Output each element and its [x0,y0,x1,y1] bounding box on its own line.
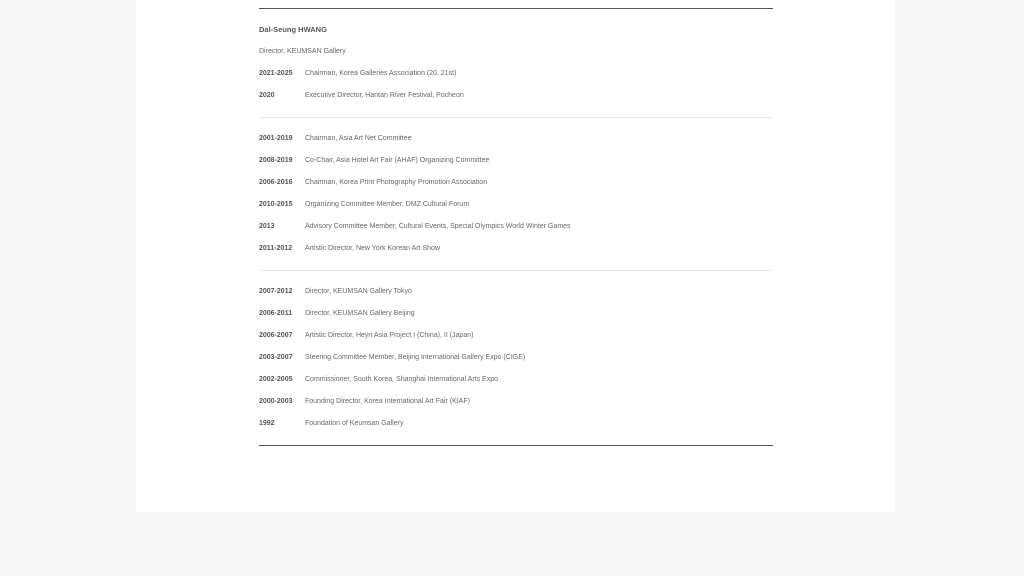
career-year: 2008-2019 [259,157,293,164]
career-row [259,216,773,238]
career-row [259,303,773,325]
career-year: 2003-2007 [259,354,293,361]
career-row [259,413,773,435]
career-year: 1992 [259,420,275,427]
career-year: 2001-2019 [259,135,293,142]
content-panel [136,0,895,512]
career-year: 2013 [259,223,275,230]
career-year: 2010-2015 [259,201,293,208]
career-row [259,325,773,347]
profile-name: Dal-Seung HWANG [259,25,327,34]
career-desc: Chairman, Korea Galleries Association (20, 21st) [305,70,457,77]
career-row [259,369,773,391]
career-year: 2011-2012 [259,245,293,252]
top-divider [259,8,773,9]
career-year: 2000-2003 [259,398,293,405]
career-row [259,194,773,216]
career-row [259,63,773,85]
career-desc: Advisory Committee Member, Cultural Events, Special Olympics World Winter Games [305,223,571,230]
career-desc: Co-Chair, Asia Hotel Art Fair (AHAF) Organizing Committee [305,157,490,164]
career-year: 2021-2025 [259,70,293,77]
career-desc: Artistic Director, New York Korean Art Show [305,245,440,252]
career-desc: Commissioner, South Korea, Shanghai International Arts Expo [305,376,498,383]
career-row [259,85,773,107]
career-desc: Founding Director, Korea International Art Fair (KIAF) [305,398,470,405]
career-row [259,150,773,172]
career-row [259,172,773,194]
career-desc: Director, KEUMSAN Gallery Beijing [305,310,415,317]
bottom-divider [259,445,773,446]
career-desc: Organizing Committee Member, DMZ Cultural Forum [305,201,470,208]
career-year: 2006-2016 [259,179,293,186]
career-row [259,238,773,260]
career-row [259,347,773,369]
career-section [259,8,773,446]
career-row [259,391,773,413]
career-desc: Executive Director, Hantan River Festival, Pocheon [305,92,464,99]
career-year: 2002-2005 [259,376,293,383]
career-group-2 [259,128,773,260]
career-year: 2006-2007 [259,332,293,339]
profile-title: Director, KEUMSAN Gallery [259,48,346,55]
career-year: 2006-2011 [259,310,293,317]
career-row [259,128,773,150]
career-desc: Foundation of Keumsan Gallery [305,420,404,427]
career-group-3 [259,281,773,435]
career-row [259,281,773,303]
career-desc: Artistic Director, Heyri Asia Project I (China), II (Japan) [305,332,474,339]
career-desc: Steering Committee Member, Beijing International Gallery Expo (CIGE) [305,354,526,361]
career-year: 2007-2012 [259,288,293,295]
career-desc: Chairman, Asia Art Net Committee [305,135,412,142]
career-group-1 [259,63,773,107]
career-desc: Chairman, Korea Print Photography Promotion Association [305,179,488,186]
career-year: 2020 [259,92,275,99]
career-desc: Director, KEUMSAN Gallery Tokyo [305,288,412,295]
